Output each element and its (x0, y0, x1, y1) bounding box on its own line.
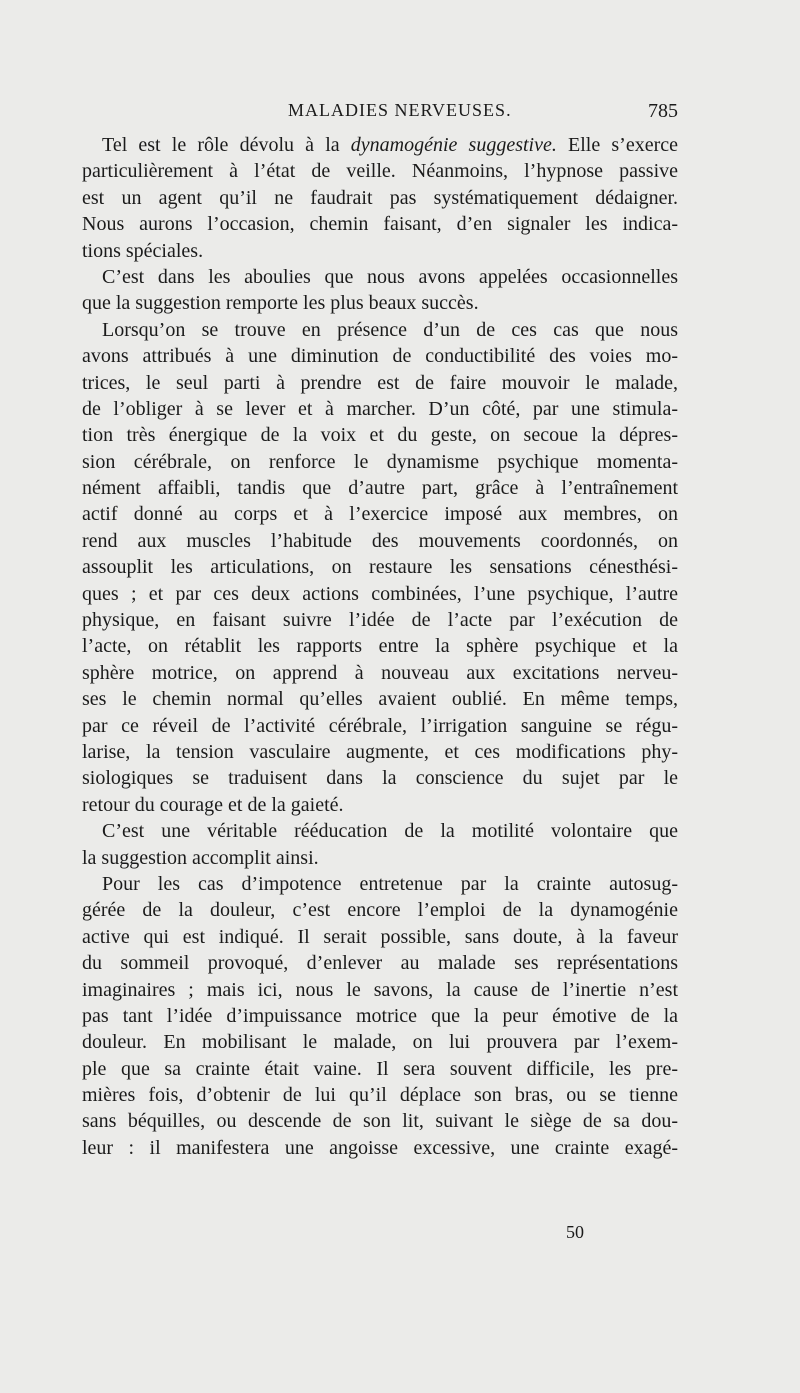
text-line: retour du courage et de la gaieté. (82, 793, 344, 816)
text-line: assouplit les articulations, on restaure les sensations cénesthési- (82, 556, 678, 579)
text-line: Pour les cas d’impotence entretenue par la crainte autosug- (102, 872, 678, 895)
text-line: siologiques se traduisent dans la conscience du sujet par le (82, 767, 678, 790)
text-line: physique, en faisant suivre l’idée de l’acte par l’exécution de (82, 609, 678, 632)
text-line: actif donné au corps et à l’exercice imposé aux membres, on (82, 503, 678, 526)
text-line: leur : il manifestera une angoisse excessive, une crainte exagé- (82, 1136, 678, 1159)
text-line: tion très énergique de la voix et du geste, on secoue la dépres- (82, 424, 678, 447)
text-line: C’est dans les aboulies que nous avons appelées occasionnelles (102, 265, 678, 288)
text-line: ple que sa crainte était vaine. Il sera souvent difficile, les pre- (82, 1057, 678, 1080)
text-line: l’acte, on rétablit les rapports entre la sphère psychique et la (82, 635, 678, 658)
text-line: que la suggestion remporte les plus beaux succès. (82, 292, 479, 315)
text-line: douleur. En mobilisant le malade, on lui prouvera par l’exem- (82, 1031, 678, 1054)
body-text (82, 132, 678, 1161)
text-line: imaginaires ; mais ici, nous le savons, la cause de l’inertie n’est (82, 978, 678, 1001)
text-line: sans béquilles, ou descende de son lit, suivant le siège de sa dou- (82, 1110, 678, 1133)
signature-mark: 50 (566, 1222, 584, 1242)
text-line: ques ; et par ces deux actions combinées, l’une psychique, l’autre (82, 582, 678, 605)
text-line: par ce réveil de l’activité cérébrale, l’irrigation sanguine se régu- (82, 714, 678, 737)
text-line: est un agent qu’il ne faudrait pas systématiquement dédaigner. (82, 186, 678, 209)
text-line: tions spéciales. (82, 239, 204, 262)
text-line: sphère motrice, on apprend à nouveau aux excitations nerveu- (82, 661, 678, 684)
text-line: gérée de la douleur, c’est encore l’emploi de la dynamogénie (82, 899, 678, 922)
text-line: mières fois, d’obtenir de lui qu’il déplace son bras, ou se tienne (82, 1084, 678, 1107)
text-line: particulièrement à l’état de veille. Néanmoins, l’hypnose passive (82, 160, 678, 183)
text-line: larise, la tension vasculaire augmente, et ces modifications phy- (82, 740, 678, 763)
text-line: de l’obliger à se lever et à marcher. D’un côté, par une stimula- (82, 397, 678, 420)
text-line: du sommeil provoqué, d’enlever au malade ses représentations (82, 952, 678, 975)
text-line: nément affaibli, tandis que d’autre part, grâce à l’entraînement (82, 477, 678, 500)
text-line: la suggestion accomplit ainsi. (82, 846, 319, 869)
emphasis: dynamogénie suggestive. (350, 134, 557, 156)
text-line: avons attribués à une diminution de conductibilité des voies mo- (82, 345, 678, 368)
text-line: sion cérébrale, on renforce le dynamisme psychique momenta- (82, 450, 678, 473)
text-line: active qui est indiqué. Il serait possible, sans doute, à la faveur (82, 925, 678, 948)
running-title: MALADIES NERVEUSES. (288, 100, 512, 120)
text-line: pas tant l’idée d’impuissance motrice que la peur émotive de la (82, 1004, 678, 1027)
text-line: C’est une véritable rééducation de la motilité volontaire que (102, 820, 678, 843)
text-line: ses le chemin normal qu’elles avaient oublié. En même temps, (82, 688, 678, 711)
text-line: rend aux muscles l’habitude des mouvements coordonnés, on (82, 529, 678, 552)
page-number: 785 (648, 100, 678, 122)
text-line: Lorsqu’on se trouve en présence d’un de ces cas que nous (102, 318, 678, 341)
text-line: Tel est le rôle dévolu à la dynamogénie suggestive. Elle s’exerce (102, 134, 678, 156)
text-line: trices, le seul parti à prendre est de faire mouvoir le malade, (82, 371, 678, 394)
page-header (82, 100, 678, 126)
text-line: Nous aurons l’occasion, chemin faisant, d’en signaler les indica- (82, 213, 678, 236)
